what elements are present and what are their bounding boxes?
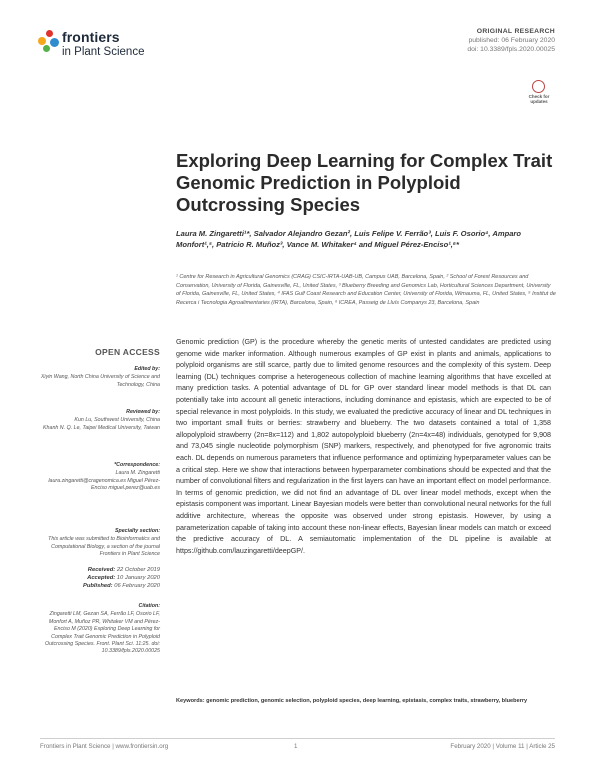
received-line: [40, 566, 160, 574]
accepted-line: [40, 574, 160, 582]
reviewer-1: Kun Lu, Southwest University, China: [74, 417, 160, 424]
edited-by-heading: Edited by:: [134, 366, 160, 372]
article-doi[interactable]: doi: 10.3389/fpls.2020.00025: [467, 46, 555, 53]
footer-issue: February 2020 | Volume 11 | Article 25: [450, 743, 555, 750]
keywords: Keywords: genomic prediction, genomic selection, polyploid species, deep learning, epistasis, complex traits, strawberry, blueberry: [176, 698, 528, 704]
edited-by-box: [40, 366, 160, 389]
affiliations: ¹ Centre for Research in Agricultural Genomics (CRAG) CSIC-IRTA-UAB-UB, Campus UAB, Barcelona, Spain, ² School of Forest Resources and Conservation, University of Florida, Gainesville, FL, United States, ³ Blueberry Breeding and Genomics Lab, Horticultural Sciences Department, University of Florida, Gainesville, FL, United States, ⁴ IFAS Gulf Coast Research and Education Center, University of Florida, Wimauma, FL, United States, ⁵ Institut de Recerca i Tecnologia Agroalimentaries (IRTA), Barcelona, Spain, ⁶ ICREA, Passeig de Lluís Companys 23, Barcelona, Spain: [176, 274, 556, 306]
article-meta-header: [467, 27, 555, 54]
editor: Xiyin Wang, North China University of Science and Technology, China: [40, 374, 160, 388]
footer-divider: [40, 738, 555, 739]
open-access-label: OPEN ACCESS: [95, 347, 160, 357]
received-date: 22 October 2019: [116, 567, 160, 573]
specialty-text: This article was submitted to Bioinformatics and Computational Biology, a section of the journal Frontiers in Plant Science: [48, 536, 160, 558]
reviewed-by-heading: Reviewed by:: [126, 409, 160, 415]
article-dates: [40, 566, 160, 591]
received-label: Received:: [87, 567, 116, 573]
citation-box: [40, 603, 160, 656]
journal-logo[interactable]: [38, 26, 178, 66]
correspondence-heading: *Correspondence:: [114, 462, 160, 468]
author-list: Laura M. Zingaretti¹*, Salvador Alejandro Gezan², Luis Felipe V. Ferrão³, Luis F. Osorio⁴, Amparo Monfort¹,⁵, Patricio R. Muñoz³, Vance M. Whitaker⁴ and Miguel Pérez-Enciso¹,⁶*: [176, 229, 522, 249]
article-title: Exploring Deep Learning for Complex Trait Genomic Prediction in Polyploid Outcrossing Species: [176, 150, 553, 215]
citation-heading: Citation:: [138, 603, 160, 609]
reviewer-2: Khanh N. Q. Le, Taipei Medical University, Taiwan: [43, 424, 160, 431]
check-for-updates-badge[interactable]: [524, 80, 554, 104]
published-line: [40, 582, 160, 590]
accepted-label: Accepted:: [87, 575, 116, 582]
article-type: ORIGINAL RESEARCH: [476, 28, 555, 35]
footer-journal[interactable]: Frontiers in Plant Science | www.frontiersin.org: [40, 743, 169, 750]
reviewed-by-box: [40, 409, 160, 432]
correspondence-box: [40, 462, 160, 493]
abstract-text: Genomic prediction (GP) is the procedure whereby the genetic merits of untested candidates are predicted using genome wide marker information. Although numerous examples of GP exist in plants and animals, applications to polyploid organisms are still scarce, partly due to limited genome resources and the complexity of this system. Deep learning (DL) techniques comprise a heterogeneous collection of machine learning algorithms that have excelled at many prediction tasks. A potential advantage of DL for GP over standard linear model methods is that DL can potentially take into account all genetic interactions, including dominance and epistasis, which are expected to be of special relevance in most polyploids. In this study, we evaluated the predictive accuracy of linear and DL techniques in two important small fruits or berries: strawberry and blueberry. The two datasets contained a total of 1,358 allopolyploid strawberry (2n=8x=112) and 1,802 autopolyploid blueberry (2n=4x=48) individuals, genotyped for 9,908 and 73,045 single nucleotide polymorphism (SNP) markers, respectively, and phenotyped for five agronomic traits each. DL depends on numerous parameters that influence performance and optimizing hyperparameter values can be a critical step. Here we show that interactions between hyperparameter combinations should be expected and that the number of convolutional filters and regularization in the first layers can have an important effect on model performance. In terms of genomic prediction, we did not find an advantage of DL over linear model methods, except when the epistasis component was important. Linear Bayesian models were better than convolutional neural networks for the full additive architecture, whereas the opposite was observed under strong epistasis. However, by using a parameterization capable of taking into account these non-linear effects, Bayesian linear models can match or exceed the predictive accuracy of DL. A semiautomatic implementation of the DL pipeline is available at https://github.com/lauzingaretti/deepGP/.: [176, 338, 551, 555]
correspondence-details[interactable]: Laura M. Zingaretti laura.zingaretti@cragenomica.es Miguel Pérez-Enciso miguel.perez@uab.es: [48, 470, 160, 492]
check-updates-icon: [532, 80, 545, 93]
accepted-date: 10 January 2020: [116, 575, 160, 582]
published-label: Published:: [82, 583, 113, 590]
check-updates-label: Check for updates: [528, 94, 550, 104]
page-number: 1: [294, 743, 298, 750]
specialty-section-box: [40, 528, 160, 559]
specialty-heading: Specialty section:: [114, 528, 160, 534]
journal-brand: frontiers: [62, 29, 120, 45]
published-date-side: 06 February 2020: [114, 583, 160, 590]
frontiers-logo-icon: [38, 30, 60, 52]
journal-name: in Plant Science: [62, 46, 145, 58]
published-date: published: 06 February 2020: [468, 37, 555, 44]
citation-text: Zingaretti LM, Gezan SA, Ferrão LF, Osorio LF, Monfort A, Muñoz PR, Whitaker VM and Pérez-Enciso M (2020) Exploring Deep Learning for Complex Trait Genomic Prediction in Polyploid Outcrossing Species. Front. Plant Sci. 11:25. doi: 10.3389/fpls.2020.00025: [44, 611, 160, 655]
